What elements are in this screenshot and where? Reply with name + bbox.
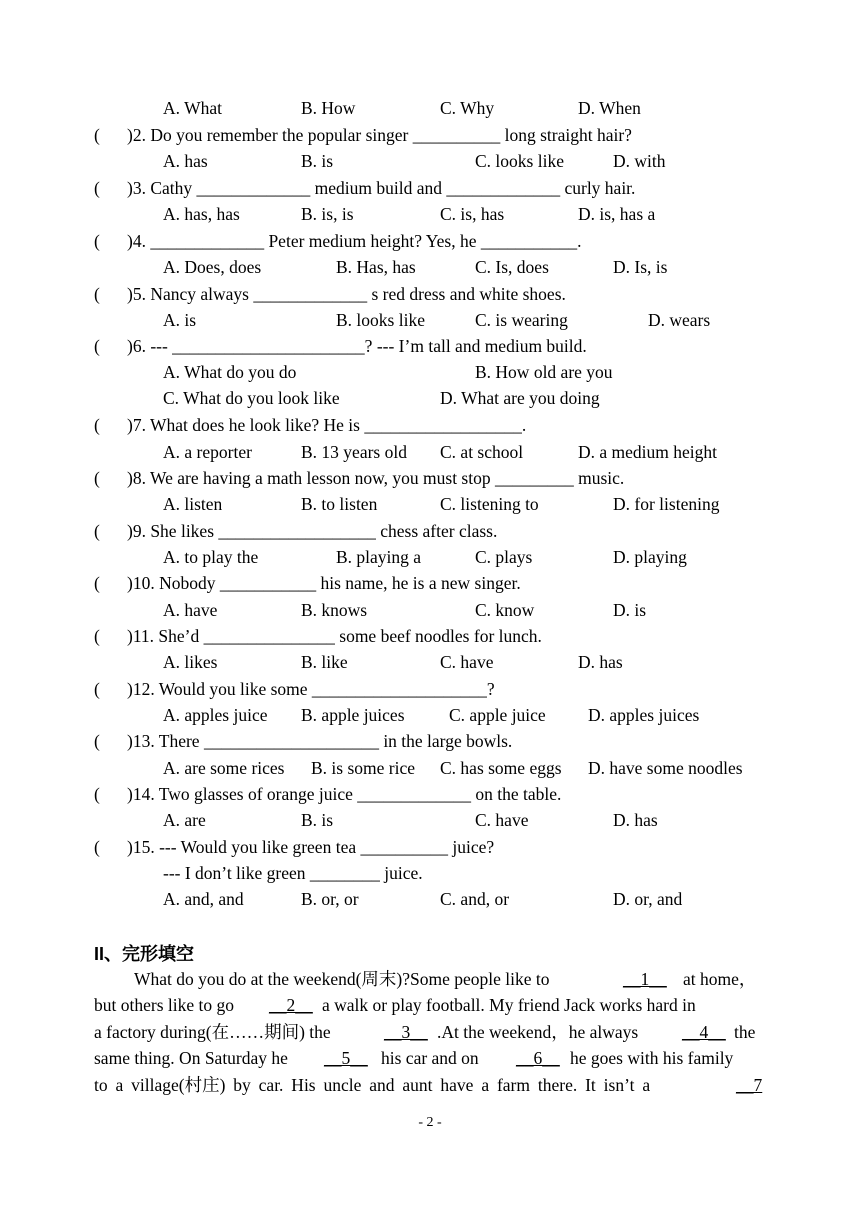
option: C. apple juice (449, 705, 546, 725)
option: C. What do you look like (163, 388, 340, 408)
option: C. and, or (440, 889, 510, 909)
option: B. or, or (301, 889, 359, 909)
cloze-text: the (734, 1022, 756, 1042)
answer-paren: ( (94, 837, 100, 857)
answer-paren: ( (94, 336, 100, 356)
answer-paren: ( (94, 468, 100, 488)
question-14-stem (0, 782, 860, 806)
question-text: )11. She’d _______________ some beef noodles for lunch. (127, 626, 542, 646)
option: B. playing a (336, 547, 422, 567)
option: A. to play the (163, 547, 259, 567)
question-5-stem (0, 282, 860, 306)
page-number: - 2 - (418, 1115, 442, 1130)
option: D. or, and (613, 889, 683, 909)
option: A. likes (163, 652, 218, 672)
option: B. is (301, 151, 334, 171)
cloze-text: What do you do at the weekend(周末)?Some people like to (134, 969, 550, 989)
option: A. Does, does (163, 257, 262, 277)
question-7-stem (0, 413, 860, 437)
option: B. knows (301, 600, 368, 620)
option: C. is wearing (475, 310, 568, 330)
option: C. has some eggs (440, 758, 562, 778)
question-15-stem-2 (0, 861, 860, 885)
option: B. is some rice (311, 758, 416, 778)
option: B. is (301, 810, 334, 830)
question-15-stem (0, 835, 860, 859)
answer-paren: ( (94, 731, 100, 751)
option: C. looks like (475, 151, 564, 171)
question-8-stem (0, 466, 860, 490)
question-3-options (0, 202, 860, 226)
option: B. How old are you (475, 362, 613, 382)
question-text: )14. Two glasses of orange juice _____________ on the table. (127, 784, 562, 804)
cloze-text: a factory during(在……期间) the (94, 1022, 331, 1042)
question-7-options (0, 440, 860, 464)
cloze-text: a walk or play football. My friend Jack works hard in (322, 995, 696, 1015)
option: A. are some rices (163, 758, 285, 778)
cloze-blank-2: __2__ (269, 995, 313, 1015)
option: A. has (163, 151, 208, 171)
answer-paren: ( (94, 284, 100, 304)
option: D. for listening (613, 494, 720, 514)
section-heading: II、完形填空 (94, 944, 195, 964)
question-2-options (0, 149, 860, 173)
cloze-text: same thing. On Saturday he (94, 1048, 288, 1068)
option: C. Why (440, 98, 495, 118)
answer-paren: ( (94, 415, 100, 435)
option: D. is, has a (578, 204, 656, 224)
option: C. plays (475, 547, 533, 567)
option: D. wears (648, 310, 711, 330)
question-15-options (0, 887, 860, 911)
question-text: )15. --- Would you like green tea __________ juice? (127, 837, 495, 857)
option: A. listen (163, 494, 223, 514)
cloze-line-3 (94, 1020, 768, 1044)
question-10-options (0, 598, 860, 622)
question-12-options (0, 703, 860, 727)
option: B. looks like (336, 310, 425, 330)
option: B. apple juices (301, 705, 405, 725)
option: D. with (613, 151, 666, 171)
option: C. at school (440, 442, 524, 462)
question-text: )4. _____________ Peter medium height? Yes, he ___________. (127, 231, 582, 251)
question-11-options (0, 650, 860, 674)
answer-paren: ( (94, 521, 100, 541)
cloze-blank-5: __5__ (324, 1048, 368, 1068)
cloze-line-5 (94, 1073, 768, 1097)
cloze-blank-1: __1__ (623, 969, 667, 989)
option: D. playing (613, 547, 687, 567)
answer-paren: ( (94, 626, 100, 646)
option: D. Is, is (613, 257, 668, 277)
question-6-options-2 (0, 386, 860, 410)
question-text: )7. What does he look like? He is __________________. (127, 415, 527, 435)
answer-paren: ( (94, 231, 100, 251)
option: A. a reporter (163, 442, 252, 462)
option: B. like (301, 652, 348, 672)
option: D. apples juices (588, 705, 700, 725)
question-10-stem (0, 571, 860, 595)
option: A. What do you do (163, 362, 297, 382)
question-9-options (0, 545, 860, 569)
cloze-blank-4: __4__ (682, 1022, 726, 1042)
question-3-stem (0, 176, 860, 200)
question-text: )6. --- ______________________? --- I’m tall and medium build. (127, 336, 587, 356)
question-text: )3. Cathy _____________ medium build and _____________ curly hair. (127, 178, 636, 198)
cloze-text: his car and on (381, 1048, 479, 1068)
question-13-options (0, 756, 860, 780)
answer-paren: ( (94, 784, 100, 804)
question-6-options (0, 360, 860, 384)
question-11-stem (0, 624, 860, 648)
cloze-blank-7: __7 (736, 1075, 763, 1095)
question-4-options (0, 255, 860, 279)
cloze-line-4 (94, 1046, 768, 1070)
cloze-line-2 (94, 993, 768, 1017)
option: D. a medium height (578, 442, 718, 462)
answer-paren: ( (94, 178, 100, 198)
question-text: )10. Nobody ___________ his name, he is a new singer. (127, 573, 521, 593)
cloze-text: at home， (683, 969, 757, 989)
option: D. is (613, 600, 647, 620)
answer-paren: ( (94, 573, 100, 593)
cloze-blank-3: __3__ (384, 1022, 428, 1042)
option: C. listening to (440, 494, 539, 514)
option: C. have (440, 652, 494, 672)
option: B. to listen (301, 494, 378, 514)
question-8-options (0, 492, 860, 516)
option: A. has, has (163, 204, 240, 224)
cloze-text: he goes with his family (570, 1048, 734, 1068)
option: B. How (301, 98, 356, 118)
option: C. Is, does (475, 257, 549, 277)
cloze-text: .At the weekend，he always (437, 1022, 639, 1042)
cloze-text: but others like to go (94, 995, 234, 1015)
question-text: )2. Do you remember the popular singer __________ long straight hair? (127, 125, 632, 145)
question-6-stem (0, 334, 860, 358)
question-5-options (0, 308, 860, 332)
question-text: )8. We are having a math lesson now, you must stop _________ music. (127, 468, 625, 488)
option: D. When (578, 98, 641, 118)
option: B. is, is (301, 204, 354, 224)
option: B. 13 years old (301, 442, 407, 462)
answer-paren: ( (94, 125, 100, 145)
option: C. have (475, 810, 529, 830)
question-2-stem (0, 123, 860, 147)
option: C. is, has (440, 204, 505, 224)
option: B. Has, has (336, 257, 416, 277)
question-12-stem (0, 677, 860, 701)
question-14-options (0, 808, 860, 832)
question-9-stem (0, 519, 860, 543)
question-13-stem (0, 729, 860, 753)
option: D. What are you doing (440, 388, 600, 408)
option: D. have some noodles (588, 758, 743, 778)
cloze-line-1 (134, 967, 768, 991)
option: A. and, and (163, 889, 244, 909)
question-text: )5. Nancy always _____________ s red dress and white shoes. (127, 284, 566, 304)
question-text: )13. There ____________________ in the large bowls. (127, 731, 513, 751)
option: A. is (163, 310, 197, 330)
option: A. have (163, 600, 218, 620)
question-4-stem (0, 229, 860, 253)
option: D. has (613, 810, 658, 830)
option: A. apples juice (163, 705, 268, 725)
cloze-blank-6: __6__ (516, 1048, 560, 1068)
option: A. are (163, 810, 206, 830)
question-1-options (0, 96, 860, 120)
question-text: )9. She likes __________________ chess after class. (127, 521, 498, 541)
option: A. What (163, 98, 222, 118)
question-text: --- I don’t like green ________ juice. (163, 863, 423, 883)
option: C. know (475, 600, 535, 620)
option: D. has (578, 652, 623, 672)
question-text: )12. Would you like some ____________________? (127, 679, 495, 699)
answer-paren: ( (94, 679, 100, 699)
cloze-text: to a village(村庄) by car. His uncle and aunt have a farm there. It isn’t a (94, 1075, 651, 1095)
